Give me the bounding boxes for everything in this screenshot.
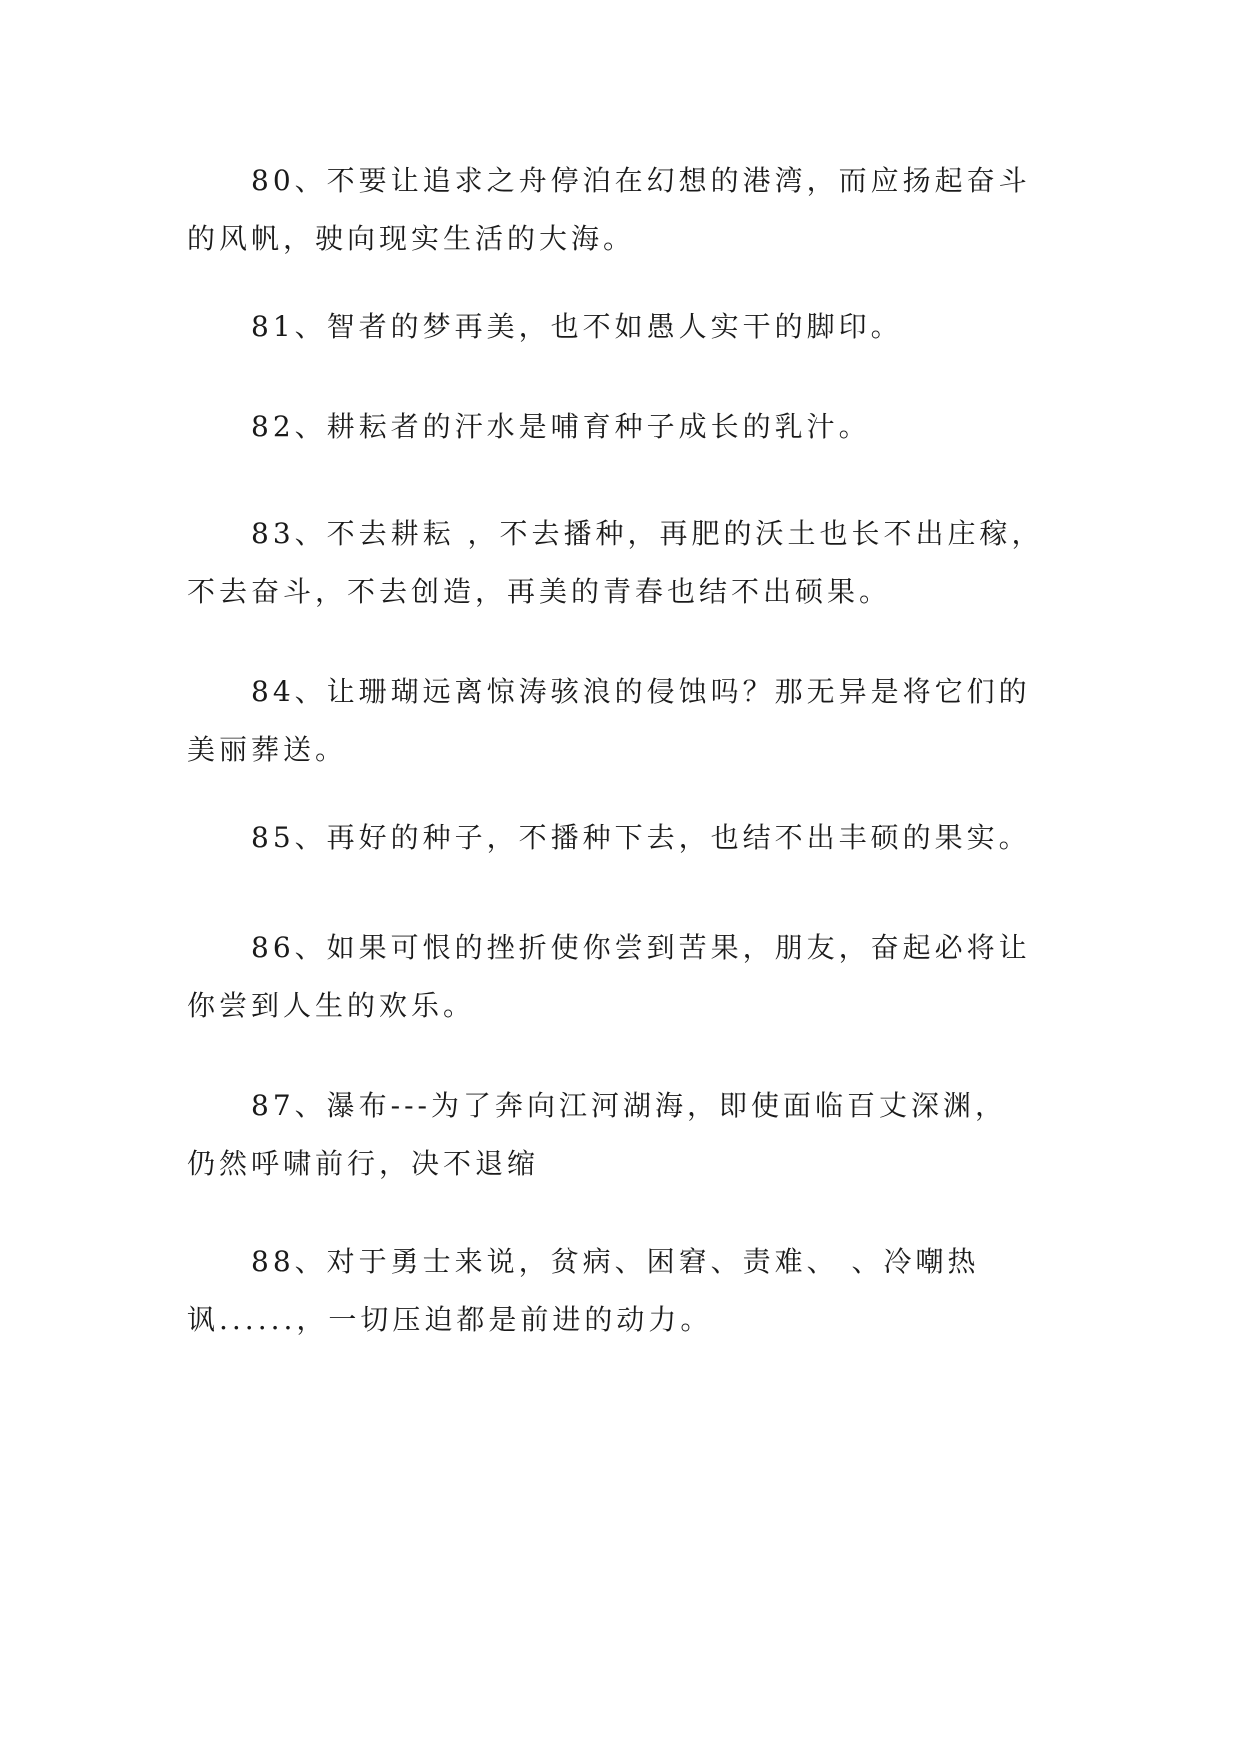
paragraph-line: 85、再好的种子，不播种下去，也结不出丰硕的果实。 <box>251 821 1031 854</box>
paragraph-86 <box>187 919 1067 1035</box>
paragraph-line: 的风帆，驶向现实生活的大海。 <box>187 222 636 255</box>
paragraph-line: 83、不去耕耘 ，不去播种，再肥的沃土也长不出庄稼， <box>251 517 1044 550</box>
paragraph-85 <box>187 809 1067 867</box>
paragraph-line: 讽......，一切压迫都是前进的动力。 <box>187 1303 713 1336</box>
paragraph-line: 仍然呼啸前行，决不退缩 <box>187 1147 540 1180</box>
paragraph-83 <box>187 505 1067 621</box>
paragraph-87 <box>187 1077 1067 1193</box>
paragraph-line: 81、智者的梦再美，也不如愚人实干的脚印。 <box>251 310 903 343</box>
paragraph-line: 86、如果可恨的挫折使你尝到苦果，朋友，奋起必将让 <box>251 931 1031 964</box>
paragraph-line: 美丽葬送。 <box>187 733 348 766</box>
paragraph-88 <box>187 1233 1067 1349</box>
paragraph-line: 87、瀑布---为了奔向江河湖海，即使面临百丈深渊， <box>251 1089 1008 1122</box>
paragraph-84 <box>187 663 1067 779</box>
paragraph-line: 84、让珊瑚远离惊涛骇浪的侵蚀吗？那无异是将它们的 <box>251 675 1031 708</box>
paragraph-line: 80、不要让追求之舟停泊在幻想的港湾，而应扬起奋斗 <box>251 164 1031 197</box>
paragraph-82 <box>187 398 1067 456</box>
paragraph-line: 你尝到人生的欢乐。 <box>187 989 476 1022</box>
paragraph-80 <box>187 152 1067 268</box>
paragraph-81 <box>187 298 1067 356</box>
paragraph-line: 82、耕耘者的汗水是哺育种子成长的乳汁。 <box>251 410 871 443</box>
paragraph-line: 不去奋斗，不去创造，再美的青春也结不出硕果。 <box>187 575 892 608</box>
paragraph-line: 88、对于勇士来说，贫病、困窘、责难、 、冷嘲热 <box>251 1245 980 1278</box>
